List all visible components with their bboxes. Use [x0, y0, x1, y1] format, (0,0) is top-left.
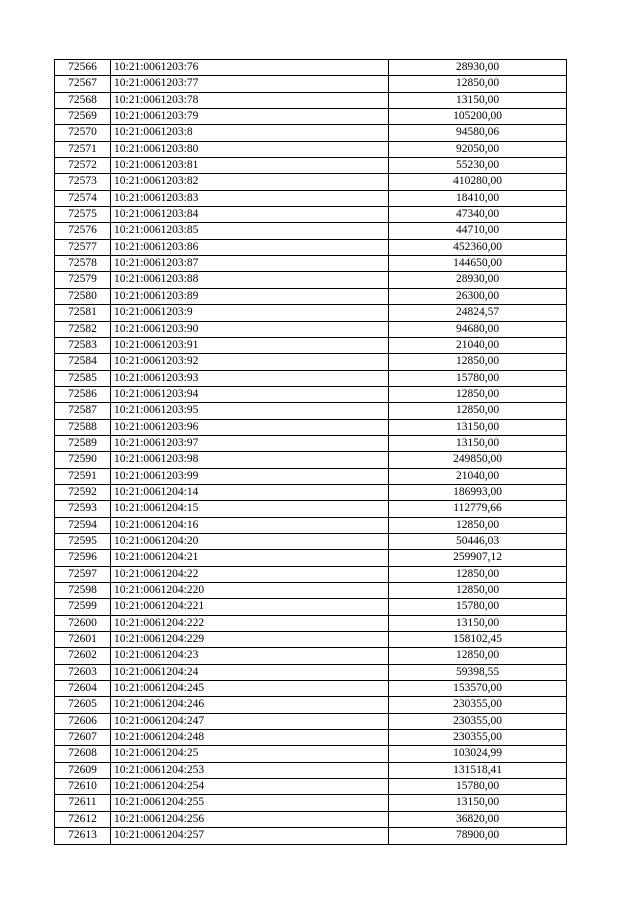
- table-row: [55, 533, 567, 549]
- table-row: [55, 288, 567, 304]
- cadastral-number-cell: 10:21:0061203:9: [111, 305, 389, 321]
- amount-cell: 21040,00: [389, 337, 567, 353]
- cadastral-number-cell: 10:21:0061203:76: [111, 60, 389, 76]
- cadastral-number-cell: 10:21:0061203:77: [111, 76, 389, 92]
- cadastral-number-cell: 10:21:0061203:90: [111, 321, 389, 337]
- row-number-cell: 72579: [55, 272, 111, 288]
- row-number-cell: 72595: [55, 533, 111, 549]
- table-row: [55, 256, 567, 272]
- amount-cell: 94580,06: [389, 125, 567, 141]
- cadastral-number-cell: 10:21:0061203:84: [111, 207, 389, 223]
- table-row: [55, 141, 567, 157]
- row-number-cell: 72578: [55, 256, 111, 272]
- row-number-cell: 72576: [55, 223, 111, 239]
- amount-cell: 13150,00: [389, 435, 567, 451]
- row-number-cell: 72603: [55, 664, 111, 680]
- row-number-cell: 72577: [55, 239, 111, 255]
- cadastral-number-cell: 10:21:0061203:92: [111, 354, 389, 370]
- table-row: [55, 517, 567, 533]
- cadastral-number-cell: 10:21:0061204:220: [111, 583, 389, 599]
- table-row: [55, 174, 567, 190]
- amount-cell: 259907,12: [389, 550, 567, 566]
- table-row: [55, 648, 567, 664]
- table-row: [55, 811, 567, 827]
- table-row: [55, 207, 567, 223]
- row-number-cell: 72584: [55, 354, 111, 370]
- amount-cell: 26300,00: [389, 288, 567, 304]
- row-number-cell: 72606: [55, 713, 111, 729]
- row-number-cell: 72573: [55, 174, 111, 190]
- table-row: [55, 435, 567, 451]
- cadastral-number-cell: 10:21:0061204:23: [111, 648, 389, 664]
- table-row: [55, 190, 567, 206]
- cadastral-number-cell: 10:21:0061204:253: [111, 762, 389, 778]
- row-number-cell: 72566: [55, 60, 111, 76]
- amount-cell: 94680,00: [389, 321, 567, 337]
- row-number-cell: 72608: [55, 746, 111, 762]
- cadastral-number-cell: 10:21:0061204:255: [111, 795, 389, 811]
- row-number-cell: 72602: [55, 648, 111, 664]
- cadastral-number-cell: 10:21:0061204:21: [111, 550, 389, 566]
- table-row: [55, 76, 567, 92]
- amount-cell: 131518,41: [389, 762, 567, 778]
- table-row: [55, 109, 567, 125]
- table-row: [55, 419, 567, 435]
- table-row: [55, 762, 567, 778]
- amount-cell: 50446,03: [389, 533, 567, 549]
- amount-cell: 44710,00: [389, 223, 567, 239]
- table-row: [55, 370, 567, 386]
- row-number-cell: 72583: [55, 337, 111, 353]
- table-row: [55, 452, 567, 468]
- table-row: [55, 403, 567, 419]
- row-number-cell: 72594: [55, 517, 111, 533]
- cadastral-number-cell: 10:21:0061203:83: [111, 190, 389, 206]
- row-number-cell: 72588: [55, 419, 111, 435]
- row-number-cell: 72567: [55, 76, 111, 92]
- table-row: [55, 795, 567, 811]
- amount-cell: 28930,00: [389, 60, 567, 76]
- row-number-cell: 72581: [55, 305, 111, 321]
- cadastral-number-cell: 10:21:0061203:94: [111, 386, 389, 402]
- table-row: [55, 92, 567, 108]
- amount-cell: 59398,55: [389, 664, 567, 680]
- table-row: [55, 60, 567, 76]
- cadastral-number-cell: 10:21:0061203:79: [111, 109, 389, 125]
- amount-cell: 112779,66: [389, 501, 567, 517]
- table-row: [55, 354, 567, 370]
- row-number-cell: 72580: [55, 288, 111, 304]
- cadastral-number-cell: 10:21:0061204:15: [111, 501, 389, 517]
- amount-cell: 36820,00: [389, 811, 567, 827]
- amount-cell: 15780,00: [389, 370, 567, 386]
- row-number-cell: 72585: [55, 370, 111, 386]
- cadastral-number-cell: 10:21:0061203:85: [111, 223, 389, 239]
- table-row: [55, 305, 567, 321]
- row-number-cell: 72572: [55, 158, 111, 174]
- table-row: [55, 272, 567, 288]
- row-number-cell: 72605: [55, 697, 111, 713]
- amount-cell: 15780,00: [389, 599, 567, 615]
- row-number-cell: 72590: [55, 452, 111, 468]
- row-number-cell: 72587: [55, 403, 111, 419]
- row-number-cell: 72570: [55, 125, 111, 141]
- cadastral-number-cell: 10:21:0061204:14: [111, 484, 389, 500]
- cadastral-number-cell: 10:21:0061204:22: [111, 566, 389, 582]
- amount-cell: 92050,00: [389, 141, 567, 157]
- cadastral-number-cell: 10:21:0061204:222: [111, 615, 389, 631]
- cadastral-number-cell: 10:21:0061203:78: [111, 92, 389, 108]
- amount-cell: 24824,57: [389, 305, 567, 321]
- table-row: [55, 484, 567, 500]
- table-row: [55, 239, 567, 255]
- amount-cell: 12850,00: [389, 76, 567, 92]
- amount-cell: 103024,99: [389, 746, 567, 762]
- row-number-cell: 72596: [55, 550, 111, 566]
- amount-cell: 249850,00: [389, 452, 567, 468]
- row-number-cell: 72592: [55, 484, 111, 500]
- table-row: [55, 664, 567, 680]
- row-number-cell: 72593: [55, 501, 111, 517]
- table-row: [55, 615, 567, 631]
- cadastral-number-cell: 10:21:0061203:88: [111, 272, 389, 288]
- row-number-cell: 72607: [55, 730, 111, 746]
- amount-cell: 15780,00: [389, 779, 567, 795]
- table-row: [55, 779, 567, 795]
- cadastral-number-cell: 10:21:0061204:254: [111, 779, 389, 795]
- amount-cell: 47340,00: [389, 207, 567, 223]
- table-row: [55, 632, 567, 648]
- row-number-cell: 72586: [55, 386, 111, 402]
- cadastral-number-cell: 10:21:0061203:97: [111, 435, 389, 451]
- amount-cell: 18410,00: [389, 190, 567, 206]
- amount-cell: 12850,00: [389, 583, 567, 599]
- row-number-cell: 72574: [55, 190, 111, 206]
- table-row: [55, 223, 567, 239]
- amount-cell: 12850,00: [389, 354, 567, 370]
- table-row: [55, 125, 567, 141]
- table-row: [55, 828, 567, 844]
- amount-cell: 230355,00: [389, 713, 567, 729]
- amount-cell: 153570,00: [389, 681, 567, 697]
- amount-cell: 410280,00: [389, 174, 567, 190]
- amount-cell: 452360,00: [389, 239, 567, 255]
- cadastral-number-cell: 10:21:0061204:257: [111, 828, 389, 844]
- cadastral-number-cell: 10:21:0061203:81: [111, 158, 389, 174]
- amount-cell: 186993,00: [389, 484, 567, 500]
- amount-cell: 13150,00: [389, 795, 567, 811]
- row-number-cell: 72597: [55, 566, 111, 582]
- cadastral-number-cell: 10:21:0061204:25: [111, 746, 389, 762]
- cadastral-number-cell: 10:21:0061203:93: [111, 370, 389, 386]
- amount-cell: 12850,00: [389, 648, 567, 664]
- row-number-cell: 72571: [55, 141, 111, 157]
- cadastral-number-cell: 10:21:0061203:96: [111, 419, 389, 435]
- table-row: [55, 566, 567, 582]
- amount-cell: 55230,00: [389, 158, 567, 174]
- amount-cell: 12850,00: [389, 386, 567, 402]
- cadastral-number-cell: 10:21:0061204:20: [111, 533, 389, 549]
- amount-cell: 13150,00: [389, 419, 567, 435]
- amount-cell: 12850,00: [389, 517, 567, 533]
- cadastral-number-cell: 10:21:0061203:99: [111, 468, 389, 484]
- cadastral-number-cell: 10:21:0061204:256: [111, 811, 389, 827]
- amount-cell: 105200,00: [389, 109, 567, 125]
- cadastral-number-cell: 10:21:0061203:89: [111, 288, 389, 304]
- row-number-cell: 72611: [55, 795, 111, 811]
- row-number-cell: 72610: [55, 779, 111, 795]
- table-body: [55, 60, 567, 845]
- table-row: [55, 337, 567, 353]
- table-row: [55, 713, 567, 729]
- row-number-cell: 72599: [55, 599, 111, 615]
- document-page: [54, 59, 566, 845]
- cadastral-number-cell: 10:21:0061204:16: [111, 517, 389, 533]
- cadastral-number-cell: 10:21:0061204:245: [111, 681, 389, 697]
- table-row: [55, 386, 567, 402]
- data-table: [54, 59, 567, 845]
- amount-cell: 230355,00: [389, 697, 567, 713]
- table-row: [55, 583, 567, 599]
- cadastral-number-cell: 10:21:0061203:87: [111, 256, 389, 272]
- amount-cell: 230355,00: [389, 730, 567, 746]
- table-row: [55, 730, 567, 746]
- row-number-cell: 72582: [55, 321, 111, 337]
- cadastral-number-cell: 10:21:0061203:98: [111, 452, 389, 468]
- row-number-cell: 72598: [55, 583, 111, 599]
- cadastral-number-cell: 10:21:0061203:80: [111, 141, 389, 157]
- row-number-cell: 72609: [55, 762, 111, 778]
- row-number-cell: 72601: [55, 632, 111, 648]
- row-number-cell: 72591: [55, 468, 111, 484]
- table-row: [55, 681, 567, 697]
- cadastral-number-cell: 10:21:0061204:246: [111, 697, 389, 713]
- amount-cell: 28930,00: [389, 272, 567, 288]
- amount-cell: 12850,00: [389, 403, 567, 419]
- row-number-cell: 72600: [55, 615, 111, 631]
- amount-cell: 21040,00: [389, 468, 567, 484]
- row-number-cell: 72604: [55, 681, 111, 697]
- cadastral-number-cell: 10:21:0061204:24: [111, 664, 389, 680]
- row-number-cell: 72575: [55, 207, 111, 223]
- table-row: [55, 158, 567, 174]
- cadastral-number-cell: 10:21:0061203:95: [111, 403, 389, 419]
- table-row: [55, 501, 567, 517]
- cadastral-number-cell: 10:21:0061204:229: [111, 632, 389, 648]
- table-row: [55, 599, 567, 615]
- amount-cell: 144650,00: [389, 256, 567, 272]
- cadastral-number-cell: 10:21:0061203:86: [111, 239, 389, 255]
- cadastral-number-cell: 10:21:0061204:247: [111, 713, 389, 729]
- table-row: [55, 321, 567, 337]
- cadastral-number-cell: 10:21:0061203:82: [111, 174, 389, 190]
- cadastral-number-cell: 10:21:0061204:221: [111, 599, 389, 615]
- amount-cell: 78900,00: [389, 828, 567, 844]
- table-row: [55, 550, 567, 566]
- table-row: [55, 468, 567, 484]
- row-number-cell: 72569: [55, 109, 111, 125]
- row-number-cell: 72612: [55, 811, 111, 827]
- table-row: [55, 746, 567, 762]
- row-number-cell: 72568: [55, 92, 111, 108]
- amount-cell: 12850,00: [389, 566, 567, 582]
- cadastral-number-cell: 10:21:0061203:8: [111, 125, 389, 141]
- table-row: [55, 697, 567, 713]
- row-number-cell: 72613: [55, 828, 111, 844]
- cadastral-number-cell: 10:21:0061203:91: [111, 337, 389, 353]
- row-number-cell: 72589: [55, 435, 111, 451]
- amount-cell: 13150,00: [389, 92, 567, 108]
- cadastral-number-cell: 10:21:0061204:248: [111, 730, 389, 746]
- amount-cell: 158102,45: [389, 632, 567, 648]
- amount-cell: 13150,00: [389, 615, 567, 631]
